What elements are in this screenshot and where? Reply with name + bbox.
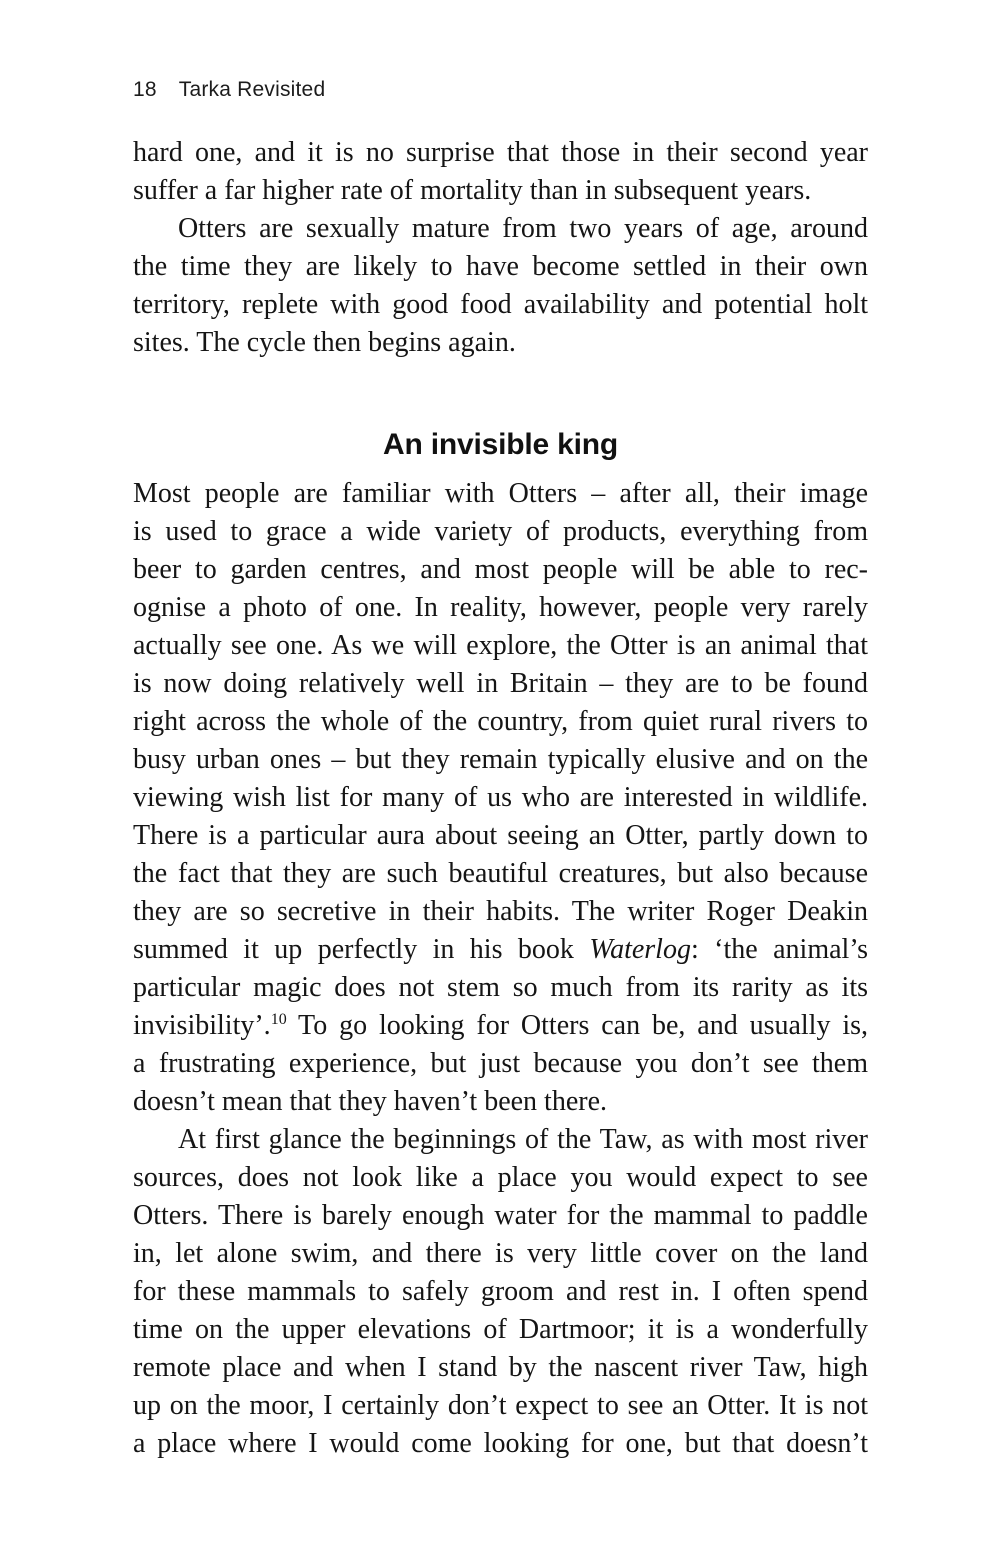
paragraph-2: [133, 210, 868, 362]
text-line: [133, 817, 868, 855]
text-line: [133, 248, 868, 286]
text-segment: There is a particular aura about seeing an Otter, partly down to: [133, 820, 868, 851]
text-segment: Otters. There is barely enough water for the mammal to paddle: [133, 1200, 868, 1231]
paragraph-4: [133, 1121, 868, 1463]
book-title-italic: Waterlog: [589, 934, 691, 965]
text-line: [133, 969, 868, 1007]
text-line: [133, 1273, 868, 1311]
text-line: [133, 1197, 868, 1235]
text-segment: the time they are likely to have become settled in their own: [133, 251, 868, 282]
text-line: [133, 893, 868, 931]
text-line: [133, 665, 868, 703]
text-segment: hard one, and it is no surprise that those in their second year: [133, 137, 868, 168]
text-line: [133, 475, 868, 513]
running-header: [133, 76, 868, 104]
text-segment: territory, replete with good food availability and potential holt: [133, 289, 868, 320]
text-segment: in, let alone swim, and there is very little cover on the land: [133, 1238, 868, 1269]
text-segment: a frustrating experience, but just because you don’t see them: [133, 1048, 868, 1079]
text-line: [133, 1425, 868, 1463]
text-line: [133, 134, 868, 172]
text-line: [133, 286, 868, 324]
text-line: [133, 324, 868, 362]
text-line: [133, 1083, 868, 1121]
text-segment: ognise a photo of one. In reality, however, people very rarely: [133, 592, 868, 623]
text-segment: remote place and when I stand by the nascent river Taw, high: [133, 1352, 868, 1383]
text-line: [133, 1007, 868, 1045]
text-line: [133, 855, 868, 893]
text-line: [133, 172, 868, 210]
paragraph-1: [133, 134, 868, 210]
text-line: [133, 589, 868, 627]
page-number: 18: [133, 78, 157, 101]
running-title: Tarka Revisited: [178, 78, 326, 101]
text-segment: is now doing relatively well in Britain – they are to be found: [133, 668, 868, 699]
text-line: [133, 551, 868, 589]
text-segment: suffer a far higher rate of mortality than in subsequent years.: [133, 175, 812, 206]
text-line: [133, 931, 868, 969]
text-line: [133, 741, 868, 779]
text-segment: is used to grace a wide variety of products, everything from: [133, 516, 868, 547]
text-line: [133, 627, 868, 665]
text-line: [133, 1159, 868, 1197]
footnote-reference: 10: [270, 1011, 287, 1028]
text-line: [133, 1045, 868, 1083]
paragraph-3: [133, 475, 868, 1121]
text-segment: Otters are sexually mature from two years of age, around: [178, 213, 868, 244]
text-line: [133, 1387, 868, 1425]
text-segment: sites. The cycle then begins again.: [133, 327, 516, 358]
text-segment: particular magic does not stem so much from its rarity as its: [133, 972, 868, 1003]
page-body: [133, 134, 868, 1463]
text-segment: Most people are familiar with Otters – after all, their image: [133, 478, 868, 509]
text-line: [133, 779, 868, 817]
text-segment: At first glance the beginnings of the Taw, as with most river: [178, 1124, 868, 1155]
section-heading: An invisible king: [383, 428, 618, 461]
text-segment: summed it up perfectly in his book: [133, 934, 590, 965]
text-segment: invisibility’.: [133, 1010, 271, 1041]
text-segment: sources, does not look like a place you would expect to see: [133, 1162, 868, 1193]
text-segment: the fact that they are such beautiful creatures, but also because: [133, 858, 868, 889]
text-segment: actually see one. As we will explore, the Otter is an animal that: [133, 630, 868, 661]
text-segment: time on the upper elevations of Dartmoor; it is a wonderfully: [133, 1314, 868, 1345]
text-segment: busy urban ones – but they remain typically elusive and on the: [133, 744, 868, 775]
text-segment: doesn’t mean that they haven’t been there.: [133, 1086, 608, 1117]
text-segment: a place where I would come looking for one, but that doesn’t: [133, 1428, 868, 1459]
text-segment: right across the whole of the country, from quiet rural rivers to: [133, 706, 868, 737]
text-line: [133, 1311, 868, 1349]
text-segment: they are so secretive in their habits. The writer Roger Deakin: [133, 896, 868, 927]
text-segment: To go looking for Otters can be, and usually is,: [286, 1010, 868, 1041]
text-line: [133, 1121, 868, 1159]
text-segment: beer to garden centres, and most people will be able to rec-: [133, 554, 868, 585]
text-segment: : ‘the animal’s: [690, 934, 868, 965]
text-segment: viewing wish list for many of us who are interested in wildlife.: [133, 782, 868, 813]
text-segment: for these mammals to safely groom and rest in. I often spend: [133, 1276, 868, 1307]
text-line: [133, 703, 868, 741]
text-line: [133, 1349, 868, 1387]
text-line: [133, 513, 868, 551]
text-segment: up on the moor, I certainly don’t expect to see an Otter. It is not: [133, 1390, 868, 1421]
text-line: [133, 210, 868, 248]
text-line: [133, 1235, 868, 1273]
